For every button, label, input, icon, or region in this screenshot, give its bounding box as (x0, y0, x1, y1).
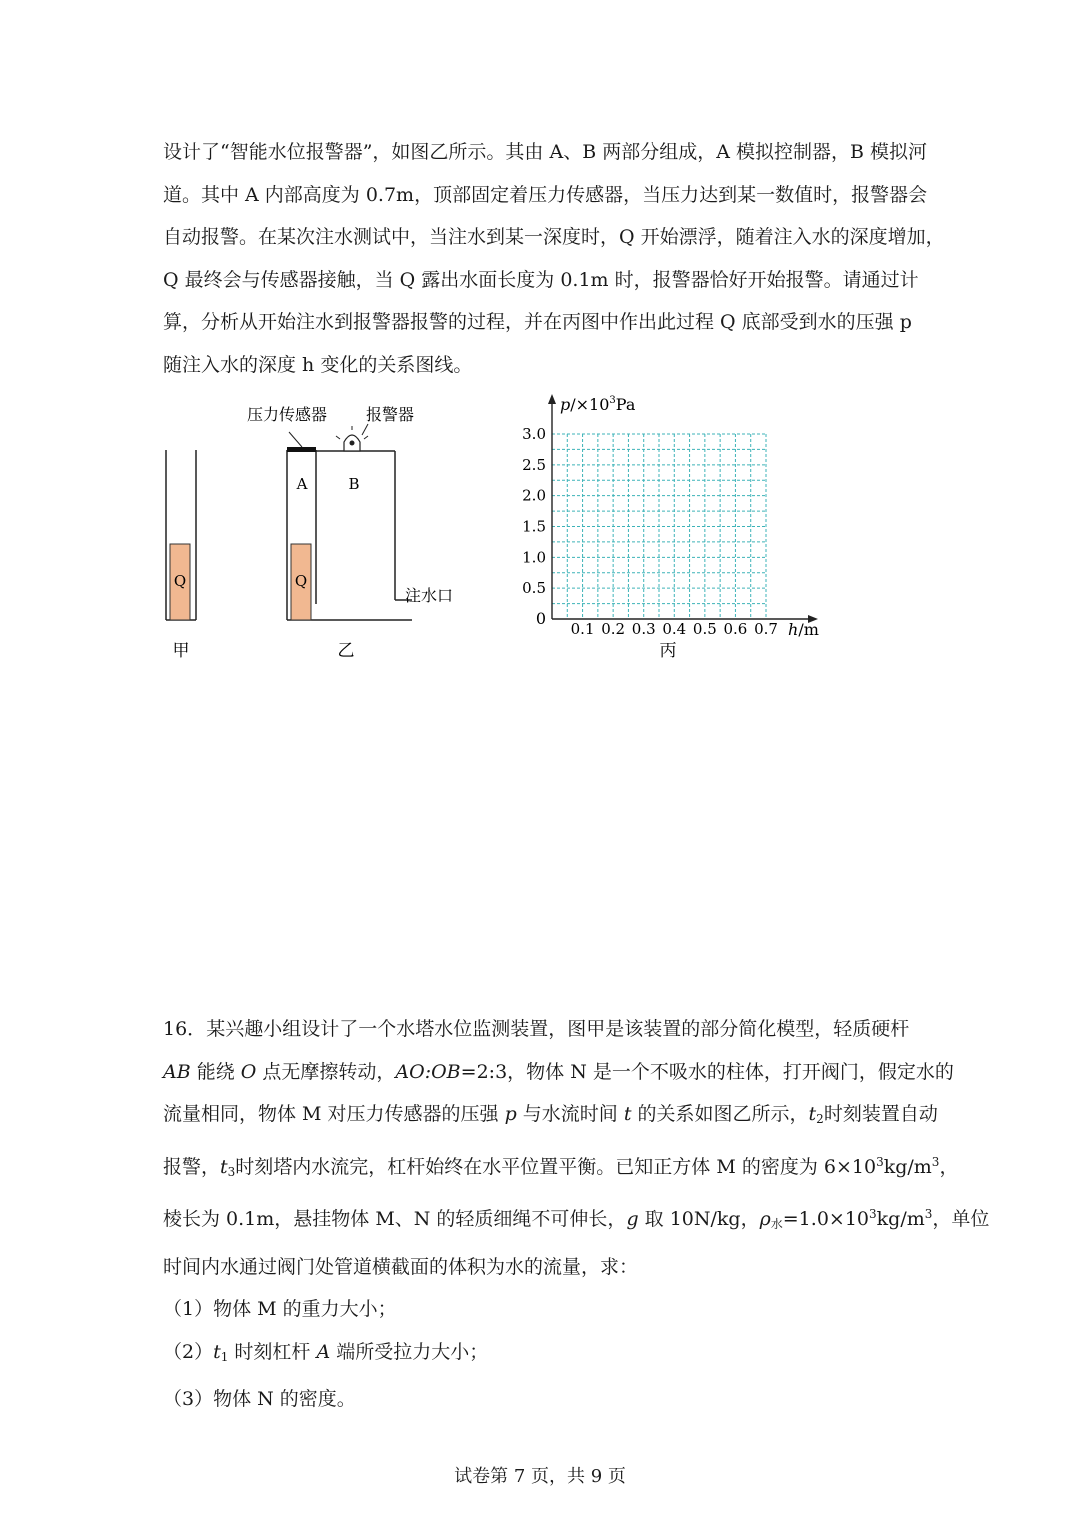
x-tick-label: 0.7 (754, 620, 778, 638)
caption-yi: 乙 (337, 641, 355, 661)
x-tick-label: 0.4 (662, 620, 687, 638)
problem-16 (163, 1008, 990, 1421)
text-line: 算，分析从开始注水到报警器报警的过程，并在丙图中作出此过程 Q 底部受到水的压强 p (163, 311, 912, 333)
text-line: Q 最终会与传感器接触，当 Q 露出水面长度为 0.1m 时，报警器恰好开始报警。请通过计 (163, 268, 919, 291)
x-axis-label: h/m (788, 620, 819, 639)
y-tick-label: 1.0 (522, 548, 546, 567)
problem-16-line: 时间内水通过阀门处管道横截面的体积为水的流量，求： (163, 1255, 639, 1278)
caption-bing: 丙 (659, 641, 677, 661)
x-tick-label: 0.5 (692, 620, 717, 638)
part-a-label: A (296, 475, 308, 493)
page-footer: 试卷第 7 页，共 9 页 (454, 1466, 626, 1487)
inlet-label: 注水口 (404, 586, 454, 605)
chart-grid (552, 434, 766, 619)
origin-label: 0 (535, 609, 547, 628)
text-line: 设计了“智能水位报警器”，如图乙所示。其由 A、B 两部分组成，A 模拟控制器，B 模拟河 (163, 141, 927, 163)
y-axis-label: $p/\times 10^3Pa$ (560, 395, 636, 414)
y-tick-label: 0.5 (522, 579, 546, 598)
figure-group (150, 390, 850, 670)
text-line: 自动报警。在某次注水测试中，当注水到某一深度时，Q 开始漂浮，随着注入水的深度增加， (163, 226, 945, 248)
text-line: 道。其中 A 内部高度为 0.7m，顶部固定着压力传感器，当压力达到某一数值时，报警器会 (163, 183, 928, 206)
text-line: 随注入水的深度 h 变化的关系图线。 (163, 353, 473, 376)
y-tick-label: 2.5 (522, 455, 546, 474)
figure-yi (247, 405, 453, 661)
pressure-sensor (287, 447, 316, 452)
problem-15-text (163, 131, 945, 386)
x-tick-label: 0.3 (631, 620, 656, 638)
caption-jia: 甲 (172, 641, 190, 661)
problem-16-line: AB 能绕 O 点无摩擦转动，AO:OB=2:3，物体 N 是一个不吸水的柱体，打开阀门，假定水的 (163, 1060, 954, 1083)
problem-16-line: 16．某兴趣小组设计了一个水塔水位监测装置，图甲是该装置的部分简化模型，轻质硬杆 (163, 1018, 910, 1040)
alarm-icon (336, 424, 368, 451)
problem-number: 16． (163, 1018, 207, 1040)
y-tick-label: 2.0 (522, 486, 546, 505)
problem-16-line: 报警，$t_3$时刻塔内水流完，杠杆始终在水平位置平衡。已知正方体 M 的密度为 $6\times 10^3kg/m^3$， (163, 1154, 959, 1179)
question-2: $(2)t_1$ 时刻杠杆 A 端所受拉力大小； (163, 1340, 489, 1364)
question-1: （1）物体 M 的重力大小； (163, 1298, 397, 1320)
sensor-label: 压力传感器 (246, 405, 328, 424)
block-q-label: Q (173, 572, 187, 590)
x-tick-label: 0.2 (601, 620, 626, 638)
figure-jia (166, 450, 196, 661)
problem-16-line: 棱长为 0.1m，悬挂物体 M、N 的轻质细绳不可伸长，g 取 10N/kg，$\rho_水=1.0\times 10^3kg/m^3$，单位 (163, 1207, 990, 1231)
y-tick-label: 1.5 (522, 517, 546, 536)
problem-16-line: 流量相同，物体 M 对压力传感器的压强 p 与水流时间 t 的关系如图乙所示，$t_2$时刻装置自动 (163, 1103, 938, 1126)
x-tick-label: 0.1 (570, 620, 595, 638)
part-b-label: B (348, 475, 360, 493)
chart-bing (522, 394, 819, 661)
y-tick-label: 3.0 (522, 425, 546, 443)
chart-ticks (522, 425, 778, 638)
y-axis-arrow (548, 394, 556, 404)
question-3: （3）物体 N 的密度。 (163, 1388, 356, 1410)
block-q-label: Q (294, 572, 308, 590)
alarm-label: 报警器 (365, 405, 415, 424)
x-tick-label: 0.6 (723, 620, 748, 638)
